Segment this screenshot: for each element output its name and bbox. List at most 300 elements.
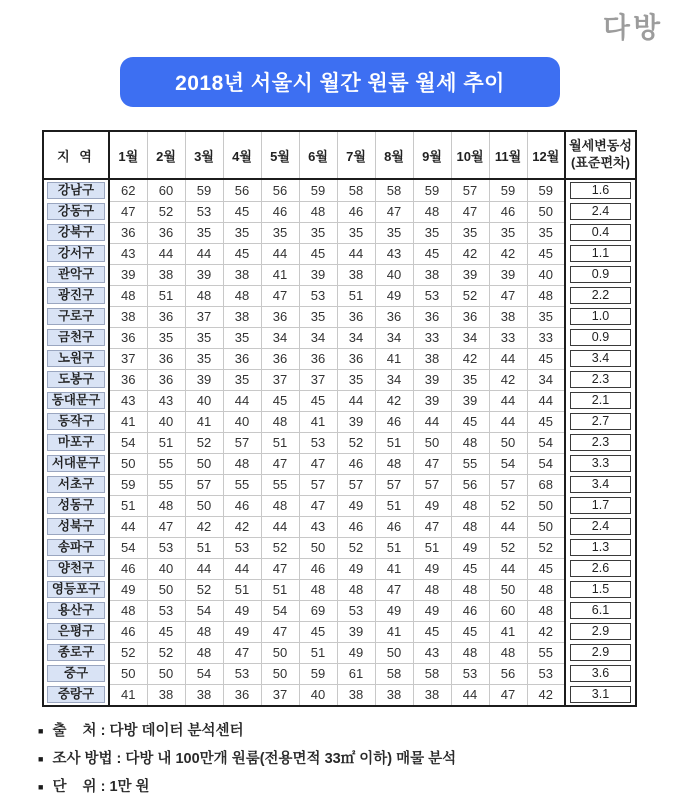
value-cell: 36 (261, 348, 299, 369)
region-cell (43, 201, 109, 222)
value-cell: 45 (527, 558, 565, 579)
value-cell: 52 (185, 579, 223, 600)
table-row (43, 432, 636, 453)
value-cell: 49 (223, 600, 261, 621)
region-cell (43, 306, 109, 327)
volatility-value: 1.6 (570, 182, 631, 199)
value-cell: 47 (489, 684, 527, 706)
value-cell: 34 (375, 369, 413, 390)
footnotes (38, 722, 456, 806)
value-cell: 36 (375, 306, 413, 327)
value-cell: 38 (413, 684, 451, 706)
value-cell: 35 (413, 222, 451, 243)
table-row (43, 495, 636, 516)
region-label: 노원구 (47, 350, 105, 367)
value-cell: 35 (451, 369, 489, 390)
footnote-unit-text: 단 위 : 1만 원 (52, 779, 150, 795)
value-cell: 58 (375, 663, 413, 684)
value-cell: 53 (299, 285, 337, 306)
value-cell: 34 (261, 327, 299, 348)
value-cell: 58 (413, 663, 451, 684)
value-cell: 42 (489, 243, 527, 264)
value-cell: 48 (413, 201, 451, 222)
region-cell (43, 600, 109, 621)
value-cell: 41 (185, 411, 223, 432)
value-cell: 51 (375, 432, 413, 453)
value-cell: 51 (299, 642, 337, 663)
volatility-cell (565, 642, 636, 663)
value-cell: 52 (451, 285, 489, 306)
page-title: 2018년 서울시 월간 원룸 월세 추이 (175, 72, 505, 95)
month-header-4: 4월 (223, 131, 261, 179)
value-cell: 55 (527, 642, 565, 663)
value-cell: 49 (223, 621, 261, 642)
value-cell: 52 (261, 537, 299, 558)
region-label: 관악구 (47, 266, 105, 283)
value-cell: 33 (413, 327, 451, 348)
value-cell: 52 (147, 642, 185, 663)
value-cell: 36 (413, 306, 451, 327)
value-cell: 57 (337, 474, 375, 495)
value-cell: 57 (451, 179, 489, 201)
value-cell: 36 (337, 306, 375, 327)
value-cell: 48 (185, 285, 223, 306)
value-cell: 56 (451, 474, 489, 495)
value-cell: 62 (109, 179, 147, 201)
value-cell: 60 (489, 600, 527, 621)
region-cell (43, 327, 109, 348)
region-label: 동대문구 (47, 392, 105, 409)
value-cell: 41 (261, 264, 299, 285)
value-cell: 59 (299, 179, 337, 201)
region-cell (43, 516, 109, 537)
value-cell: 45 (223, 201, 261, 222)
header-row (43, 131, 636, 179)
value-cell: 35 (375, 222, 413, 243)
region-cell (43, 663, 109, 684)
value-cell: 38 (413, 348, 451, 369)
value-cell: 48 (109, 600, 147, 621)
value-cell: 54 (185, 600, 223, 621)
value-cell: 51 (375, 495, 413, 516)
value-cell: 48 (185, 621, 223, 642)
value-cell: 48 (299, 201, 337, 222)
value-cell: 47 (451, 201, 489, 222)
volatility-value: 2.3 (570, 371, 631, 388)
value-cell: 34 (527, 369, 565, 390)
value-cell: 36 (261, 306, 299, 327)
table-row (43, 264, 636, 285)
value-cell: 41 (299, 411, 337, 432)
volatility-value: 3.4 (570, 350, 631, 367)
volatility-value: 1.5 (570, 581, 631, 598)
value-cell: 35 (527, 306, 565, 327)
value-cell: 36 (147, 222, 185, 243)
value-cell: 44 (337, 390, 375, 411)
value-cell: 34 (337, 327, 375, 348)
value-cell: 44 (489, 558, 527, 579)
value-cell: 53 (147, 537, 185, 558)
value-cell: 44 (147, 243, 185, 264)
table-row (43, 201, 636, 222)
value-cell: 49 (337, 495, 375, 516)
table-row (43, 453, 636, 474)
region-label: 마포구 (47, 434, 105, 451)
volatility-cell (565, 285, 636, 306)
value-cell: 44 (413, 411, 451, 432)
value-cell: 47 (261, 453, 299, 474)
value-cell: 48 (375, 453, 413, 474)
value-cell: 54 (109, 537, 147, 558)
volatility-value: 2.6 (570, 560, 631, 577)
table-row (43, 663, 636, 684)
value-cell: 45 (527, 411, 565, 432)
value-cell: 49 (413, 600, 451, 621)
footnote-method (38, 750, 456, 769)
value-cell: 45 (299, 390, 337, 411)
region-cell (43, 621, 109, 642)
value-cell: 50 (261, 663, 299, 684)
value-cell: 53 (337, 600, 375, 621)
value-cell: 39 (185, 369, 223, 390)
month-header-11: 11월 (489, 131, 527, 179)
value-cell: 39 (337, 621, 375, 642)
value-cell: 61 (337, 663, 375, 684)
value-cell: 38 (223, 306, 261, 327)
volatility-column-header (565, 131, 636, 179)
value-cell: 38 (489, 306, 527, 327)
value-cell: 51 (261, 432, 299, 453)
value-cell: 42 (185, 516, 223, 537)
table-row (43, 579, 636, 600)
value-cell: 43 (109, 243, 147, 264)
value-cell: 50 (299, 537, 337, 558)
region-cell (43, 537, 109, 558)
table-row (43, 285, 636, 306)
table-row (43, 474, 636, 495)
value-cell: 38 (375, 684, 413, 706)
value-cell: 34 (299, 327, 337, 348)
region-label: 은평구 (47, 623, 105, 640)
value-cell: 50 (185, 453, 223, 474)
value-cell: 49 (413, 495, 451, 516)
region-label: 서초구 (47, 476, 105, 493)
value-cell: 46 (375, 516, 413, 537)
table-row (43, 369, 636, 390)
value-cell: 40 (299, 684, 337, 706)
value-cell: 51 (223, 579, 261, 600)
value-cell: 43 (375, 243, 413, 264)
value-cell: 38 (337, 684, 375, 706)
volatility-cell (565, 179, 636, 201)
region-cell (43, 684, 109, 706)
region-label: 양천구 (47, 560, 105, 577)
value-cell: 56 (223, 179, 261, 201)
value-cell: 33 (489, 327, 527, 348)
value-cell: 44 (261, 516, 299, 537)
rent-table (42, 130, 637, 707)
month-header-9: 9월 (413, 131, 451, 179)
value-cell: 41 (375, 621, 413, 642)
value-cell: 50 (261, 642, 299, 663)
region-cell (43, 348, 109, 369)
value-cell: 47 (375, 579, 413, 600)
value-cell: 36 (109, 369, 147, 390)
table-row (43, 390, 636, 411)
value-cell: 52 (527, 537, 565, 558)
volatility-cell (565, 411, 636, 432)
volatility-cell (565, 369, 636, 390)
value-cell: 53 (185, 201, 223, 222)
table-row (43, 222, 636, 243)
value-cell: 44 (527, 390, 565, 411)
table-row (43, 516, 636, 537)
region-cell (43, 243, 109, 264)
value-cell: 50 (185, 495, 223, 516)
value-cell: 51 (261, 579, 299, 600)
value-cell: 50 (527, 495, 565, 516)
value-cell: 48 (527, 285, 565, 306)
table-row (43, 348, 636, 369)
region-label: 강북구 (47, 224, 105, 241)
value-cell: 57 (375, 474, 413, 495)
value-cell: 51 (375, 537, 413, 558)
value-cell: 55 (261, 474, 299, 495)
volatility-cell (565, 432, 636, 453)
value-cell: 51 (337, 285, 375, 306)
region-label: 금천구 (47, 329, 105, 346)
value-cell: 44 (489, 516, 527, 537)
value-cell: 42 (375, 390, 413, 411)
volatility-value: 2.4 (570, 518, 631, 535)
value-cell: 54 (261, 600, 299, 621)
volatility-cell (565, 390, 636, 411)
value-cell: 36 (223, 684, 261, 706)
volatility-value: 2.9 (570, 623, 631, 640)
value-cell: 38 (109, 306, 147, 327)
value-cell: 50 (109, 453, 147, 474)
value-cell: 44 (185, 243, 223, 264)
value-cell: 53 (527, 663, 565, 684)
value-cell: 52 (109, 642, 147, 663)
value-cell: 40 (375, 264, 413, 285)
value-cell: 43 (147, 390, 185, 411)
table-row (43, 411, 636, 432)
value-cell: 50 (375, 642, 413, 663)
value-cell: 52 (337, 432, 375, 453)
bullet-icon: ■ (38, 726, 44, 736)
value-cell: 51 (109, 495, 147, 516)
month-header-10: 10월 (451, 131, 489, 179)
value-cell: 42 (451, 243, 489, 264)
value-cell: 43 (299, 516, 337, 537)
value-cell: 42 (527, 621, 565, 642)
value-cell: 52 (489, 537, 527, 558)
value-cell: 59 (413, 179, 451, 201)
value-cell: 48 (489, 642, 527, 663)
volatility-cell (565, 516, 636, 537)
footnote-source-text: 출 처 : 다방 데이터 분석센터 (52, 723, 244, 739)
value-cell: 39 (489, 264, 527, 285)
value-cell: 47 (413, 453, 451, 474)
value-cell: 35 (185, 327, 223, 348)
region-column-header: 지 역 (43, 131, 109, 179)
volatility-cell (565, 474, 636, 495)
region-label: 동작구 (47, 413, 105, 430)
volatility-value: 1.3 (570, 539, 631, 556)
dabang-logo: 다방 (602, 12, 663, 43)
value-cell: 37 (299, 369, 337, 390)
table-header (43, 131, 636, 179)
volatility-value: 2.4 (570, 203, 631, 220)
month-header-7: 7월 (337, 131, 375, 179)
value-cell: 47 (261, 558, 299, 579)
value-cell: 35 (223, 369, 261, 390)
value-cell: 36 (147, 369, 185, 390)
value-cell: 48 (147, 495, 185, 516)
value-cell: 49 (337, 558, 375, 579)
value-cell: 39 (337, 411, 375, 432)
region-label: 서대문구 (47, 455, 105, 472)
value-cell: 50 (147, 579, 185, 600)
value-cell: 57 (489, 474, 527, 495)
value-cell: 35 (147, 327, 185, 348)
value-cell: 39 (451, 264, 489, 285)
value-cell: 53 (223, 663, 261, 684)
value-cell: 49 (109, 579, 147, 600)
bullet-icon: ■ (38, 754, 44, 764)
value-cell: 42 (223, 516, 261, 537)
region-label: 강남구 (47, 182, 105, 199)
value-cell: 41 (375, 348, 413, 369)
month-header-6: 6월 (299, 131, 337, 179)
value-cell: 45 (451, 621, 489, 642)
value-cell: 47 (109, 201, 147, 222)
value-cell: 46 (109, 621, 147, 642)
region-cell (43, 285, 109, 306)
value-cell: 54 (527, 453, 565, 474)
value-cell: 46 (337, 201, 375, 222)
value-cell: 35 (299, 222, 337, 243)
value-cell: 35 (299, 306, 337, 327)
region-label: 강동구 (47, 203, 105, 220)
value-cell: 57 (299, 474, 337, 495)
value-cell: 40 (185, 390, 223, 411)
value-cell: 49 (375, 285, 413, 306)
value-cell: 46 (451, 600, 489, 621)
region-cell (43, 474, 109, 495)
value-cell: 47 (299, 495, 337, 516)
value-cell: 45 (527, 348, 565, 369)
month-header-2: 2월 (147, 131, 185, 179)
value-cell: 45 (527, 243, 565, 264)
value-cell: 55 (147, 474, 185, 495)
value-cell: 55 (147, 453, 185, 474)
table-row (43, 306, 636, 327)
value-cell: 45 (299, 243, 337, 264)
value-cell: 44 (109, 516, 147, 537)
value-cell: 53 (413, 285, 451, 306)
value-cell: 54 (185, 663, 223, 684)
value-cell: 50 (147, 663, 185, 684)
region-cell (43, 432, 109, 453)
value-cell: 53 (299, 432, 337, 453)
region-label: 송파구 (47, 539, 105, 556)
volatility-cell (565, 621, 636, 642)
table-row (43, 327, 636, 348)
value-cell: 57 (413, 474, 451, 495)
volatility-value: 1.1 (570, 245, 631, 262)
volatility-value: 0.4 (570, 224, 631, 241)
value-cell: 51 (413, 537, 451, 558)
value-cell: 49 (413, 558, 451, 579)
table-row (43, 621, 636, 642)
value-cell: 48 (299, 579, 337, 600)
value-cell: 48 (261, 411, 299, 432)
value-cell: 52 (147, 201, 185, 222)
value-cell: 35 (489, 222, 527, 243)
value-cell: 50 (527, 516, 565, 537)
value-cell: 59 (527, 179, 565, 201)
value-cell: 43 (413, 642, 451, 663)
value-cell: 53 (451, 663, 489, 684)
value-cell: 48 (261, 495, 299, 516)
value-cell: 35 (185, 348, 223, 369)
value-cell: 41 (109, 411, 147, 432)
value-cell: 45 (299, 621, 337, 642)
value-cell: 48 (337, 579, 375, 600)
value-cell: 48 (451, 579, 489, 600)
value-cell: 47 (261, 621, 299, 642)
value-cell: 45 (261, 390, 299, 411)
value-cell: 36 (147, 348, 185, 369)
value-cell: 42 (489, 369, 527, 390)
region-cell (43, 222, 109, 243)
value-cell: 36 (223, 348, 261, 369)
volatility-value: 2.7 (570, 413, 631, 430)
volatility-value: 2.3 (570, 434, 631, 451)
value-cell: 48 (451, 516, 489, 537)
volatility-value: 3.3 (570, 455, 631, 472)
volatility-value: 0.9 (570, 329, 631, 346)
value-cell: 36 (299, 348, 337, 369)
value-cell: 39 (299, 264, 337, 285)
value-cell: 45 (451, 558, 489, 579)
value-cell: 36 (109, 327, 147, 348)
value-cell: 48 (223, 285, 261, 306)
month-header-5: 5월 (261, 131, 299, 179)
region-label: 중구 (47, 665, 105, 682)
value-cell: 36 (109, 222, 147, 243)
value-cell: 52 (185, 432, 223, 453)
region-cell (43, 579, 109, 600)
region-cell (43, 558, 109, 579)
month-header-8: 8월 (375, 131, 413, 179)
value-cell: 34 (451, 327, 489, 348)
volatility-value: 3.6 (570, 665, 631, 682)
table-row (43, 600, 636, 621)
value-cell: 35 (223, 327, 261, 348)
value-cell: 45 (223, 243, 261, 264)
value-cell: 36 (451, 306, 489, 327)
value-cell: 53 (223, 537, 261, 558)
value-cell: 38 (337, 264, 375, 285)
region-label: 강서구 (47, 245, 105, 262)
value-cell: 50 (413, 432, 451, 453)
volatility-cell (565, 663, 636, 684)
value-cell: 39 (413, 369, 451, 390)
region-cell (43, 411, 109, 432)
